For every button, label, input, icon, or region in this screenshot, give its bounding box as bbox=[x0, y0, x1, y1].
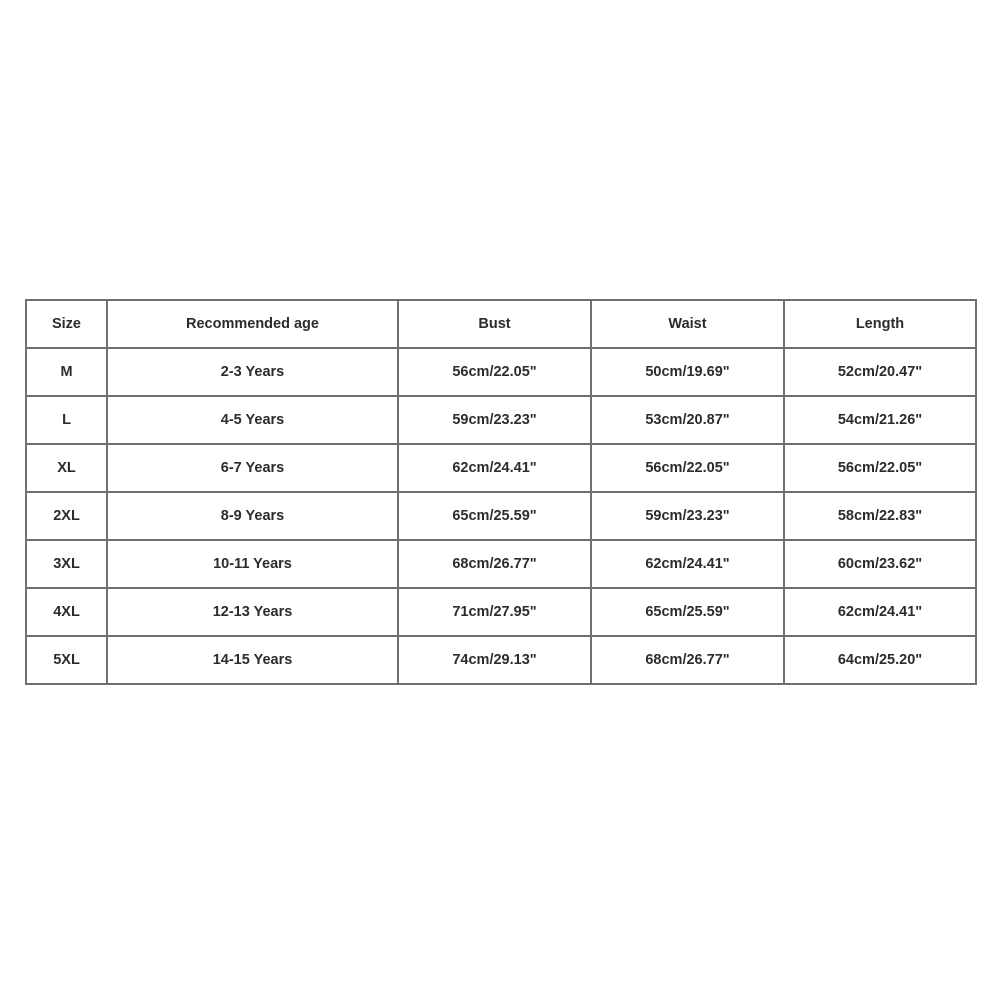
cell-length: 54cm/21.26" bbox=[784, 396, 976, 444]
cell-bust: 62cm/24.41" bbox=[398, 444, 591, 492]
cell-waist: 50cm/19.69" bbox=[591, 348, 784, 396]
cell-waist: 68cm/26.77" bbox=[591, 636, 784, 684]
cell-length: 60cm/23.62" bbox=[784, 540, 976, 588]
cell-bust: 56cm/22.05" bbox=[398, 348, 591, 396]
cell-bust: 71cm/27.95" bbox=[398, 588, 591, 636]
header-waist: Waist bbox=[591, 300, 784, 348]
header-row bbox=[26, 300, 976, 348]
cell-size: 5XL bbox=[26, 636, 107, 684]
table-row bbox=[26, 444, 976, 492]
table-row bbox=[26, 348, 976, 396]
header-size: Size bbox=[26, 300, 107, 348]
table-body bbox=[26, 348, 976, 684]
cell-size: 2XL bbox=[26, 492, 107, 540]
cell-waist: 53cm/20.87" bbox=[591, 396, 784, 444]
cell-waist: 65cm/25.59" bbox=[591, 588, 784, 636]
cell-age: 6-7 Years bbox=[107, 444, 398, 492]
table-header bbox=[26, 300, 976, 348]
size-chart-table bbox=[25, 299, 977, 685]
cell-length: 62cm/24.41" bbox=[784, 588, 976, 636]
table-row bbox=[26, 396, 976, 444]
cell-size: L bbox=[26, 396, 107, 444]
cell-waist: 59cm/23.23" bbox=[591, 492, 784, 540]
cell-size: M bbox=[26, 348, 107, 396]
cell-length: 56cm/22.05" bbox=[784, 444, 976, 492]
cell-size: XL bbox=[26, 444, 107, 492]
cell-length: 58cm/22.83" bbox=[784, 492, 976, 540]
cell-waist: 62cm/24.41" bbox=[591, 540, 784, 588]
cell-age: 14-15 Years bbox=[107, 636, 398, 684]
header-length: Length bbox=[784, 300, 976, 348]
table-row bbox=[26, 540, 976, 588]
cell-age: 12-13 Years bbox=[107, 588, 398, 636]
cell-age: 2-3 Years bbox=[107, 348, 398, 396]
table-row bbox=[26, 588, 976, 636]
cell-waist: 56cm/22.05" bbox=[591, 444, 784, 492]
table-row bbox=[26, 492, 976, 540]
header-recommended-age: Recommended age bbox=[107, 300, 398, 348]
cell-bust: 59cm/23.23" bbox=[398, 396, 591, 444]
cell-bust: 65cm/25.59" bbox=[398, 492, 591, 540]
header-bust: Bust bbox=[398, 300, 591, 348]
cell-size: 3XL bbox=[26, 540, 107, 588]
cell-age: 10-11 Years bbox=[107, 540, 398, 588]
cell-bust: 74cm/29.13" bbox=[398, 636, 591, 684]
cell-length: 64cm/25.20" bbox=[784, 636, 976, 684]
cell-age: 8-9 Years bbox=[107, 492, 398, 540]
cell-size: 4XL bbox=[26, 588, 107, 636]
table-row bbox=[26, 636, 976, 684]
cell-age: 4-5 Years bbox=[107, 396, 398, 444]
cell-length: 52cm/20.47" bbox=[784, 348, 976, 396]
cell-bust: 68cm/26.77" bbox=[398, 540, 591, 588]
